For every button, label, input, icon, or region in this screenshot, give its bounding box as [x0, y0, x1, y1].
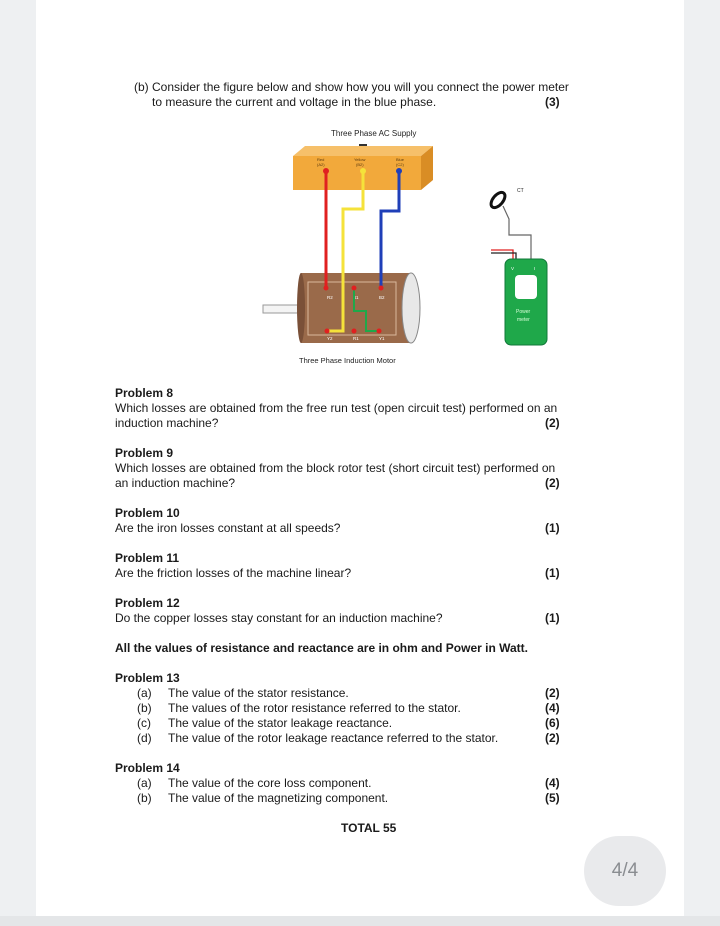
problem-9-line2: an induction machine?	[115, 476, 236, 490]
supply-label: Three Phase AC Supply	[331, 129, 417, 138]
problem-14-b-label: (b)	[137, 791, 152, 805]
motor-top-terminal-1: R2	[327, 295, 333, 300]
problem-14-b-text: The value of the magnetizing component.	[168, 791, 389, 805]
page-bottom-shadow	[0, 916, 720, 926]
motor-top-terminal-2: B1	[353, 295, 359, 300]
problem-11-title: Problem 11	[115, 551, 180, 565]
meter-label-line2: meter	[517, 317, 530, 323]
terminal-yellow-name: Yellow	[354, 157, 366, 162]
meter-terminal-v: V	[511, 266, 515, 271]
motor-body	[297, 273, 420, 343]
problem-13-b-label: (b)	[137, 701, 152, 715]
problem-13-a-marks: (2)	[545, 686, 560, 700]
wiring-figure	[251, 123, 561, 373]
problem-13-a-label: (a)	[137, 686, 152, 700]
problem-13-c-marks: (6)	[545, 716, 560, 730]
problem-14-a-marks: (4)	[545, 776, 560, 790]
problem-11-marks: (1)	[545, 566, 560, 580]
meter-label-line1: Power	[516, 309, 531, 315]
problem-13-b-text: The values of the rotor resistance referred to the stator.	[168, 701, 461, 715]
terminal-yellow-code: (B2)	[356, 162, 364, 167]
problem-10-line1: Are the iron losses constant at all speeds?	[115, 521, 341, 535]
problem-14-a-text: The value of the core loss component.	[168, 776, 372, 790]
problem-8-title: Problem 8	[115, 386, 174, 400]
problem-13-b-marks: (4)	[545, 701, 560, 715]
ct-lead-grey	[503, 206, 531, 259]
problem-12-title: Problem 12	[115, 596, 180, 610]
document-page	[36, 0, 684, 916]
problem-9-line1: Which losses are obtained from the block rotor test (short circuit test) performed on	[115, 461, 556, 475]
problem-14-a-label: (a)	[137, 776, 152, 790]
motor-bottom-terminal-1: Y2	[327, 336, 333, 341]
problem-9-marks: (2)	[545, 476, 560, 490]
problem-12-marks: (1)	[545, 611, 560, 625]
problem-13-c-text: The value of the stator leakage reactance.	[168, 716, 393, 730]
problem-13-d-text: The value of the rotor leakage reactance referred to the stator.	[168, 731, 499, 745]
problem-9-title: Problem 9	[115, 446, 174, 460]
meter-terminal-i: I	[534, 266, 536, 271]
power-meter	[505, 259, 547, 345]
meter-lead-red	[491, 250, 513, 259]
problem-8-marks: (2)	[545, 416, 560, 430]
motor-label: Three Phase Induction Motor	[299, 356, 396, 365]
problem-8-line2: induction machine?	[115, 416, 219, 430]
ct-label: CT	[517, 188, 524, 194]
motor-bottom-terminal-2: R1	[353, 336, 359, 341]
meter-display	[515, 275, 537, 299]
problem-13-d-label: (d)	[137, 731, 152, 745]
part-b-line1: (b) Consider the figure below and show how you will you connect the power meter	[134, 80, 569, 94]
problem-10-title: Problem 10	[115, 506, 180, 520]
problem-11-line1: Are the friction losses of the machine linear?	[115, 566, 352, 580]
current-transformer-icon	[488, 190, 507, 210]
problem-13-c-label: (c)	[137, 716, 151, 730]
motor-bottom-terminal-3: Y1	[379, 336, 385, 341]
problem-8-line1: Which losses are obtained from the free run test (open circuit test) performed on an	[115, 401, 558, 415]
page-indicator: 4/4	[584, 836, 666, 906]
total-marks: TOTAL 55	[341, 821, 397, 835]
problem-12-line1: Do the copper losses stay constant for an induction machine?	[115, 611, 443, 625]
units-note: All the values of resistance and reactance are in ohm and Power in Watt.	[115, 641, 529, 655]
terminal-blue-name: Blue	[396, 157, 405, 162]
terminal-red-code: (A2)	[317, 162, 325, 167]
problem-10-marks: (1)	[545, 521, 560, 535]
motor-top-terminal-3: B2	[379, 295, 385, 300]
problem-13-d-marks: (2)	[545, 731, 560, 745]
terminal-blue-code: (C2)	[396, 162, 404, 167]
meter-lead-black	[491, 253, 516, 259]
motor-shaft	[263, 305, 301, 313]
problem-13-a-text: The value of the stator resistance.	[168, 686, 349, 700]
terminal-red-name: Red	[317, 157, 325, 162]
problem-14-title: Problem 14	[115, 761, 180, 775]
problem-13-title: Problem 13	[115, 671, 180, 685]
problem-14-b-marks: (5)	[545, 791, 560, 805]
part-b-line2: to measure the current and voltage in the blue phase.	[152, 95, 437, 109]
part-b-marks: (3)	[545, 95, 560, 109]
